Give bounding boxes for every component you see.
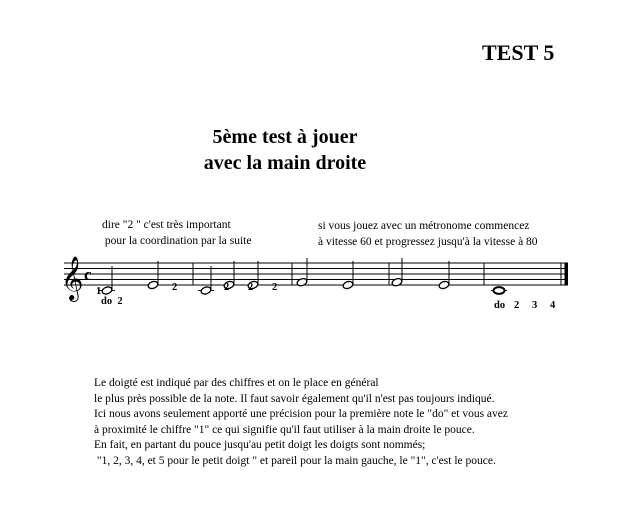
- fingering-number: 2: [272, 282, 278, 293]
- half-note: [342, 261, 354, 290]
- annotation-right-line: à vitesse 60 et progressez jusqu'à la vitesse à 80: [318, 236, 538, 248]
- half-note: [296, 258, 308, 287]
- half-note: [198, 266, 214, 295]
- half-note: [99, 266, 115, 295]
- annotation-left-line: dire "2 " c'est très important: [102, 219, 231, 231]
- fingering-number: 2: [224, 282, 230, 293]
- whole-note: [491, 287, 507, 294]
- explanation-text: [94, 376, 508, 470]
- explanation-line: le plus près possible de la note. Il faut savoir également qu'il n'est pas toujours indiqué.: [94, 392, 495, 405]
- title-line-1: 5ème test à jouer: [212, 126, 358, 148]
- explanation-line: à proximité le chiffre "1" ce qui signifie qu'il faut utiliser à la main droite le pouce.: [94, 423, 475, 436]
- fingering-number: 2: [172, 282, 178, 293]
- explanation-line: "1, 2, 3, 4, et 5 pour le petit doigt " et pareil pour la main gauche, le "1", c'est le pouce.: [94, 454, 496, 467]
- explanation-line: Ici nous avons seulement apporté une précision pour la première note le "do" et vous avez: [94, 408, 508, 421]
- annotation-left-line: pour la coordination par la suite: [102, 235, 252, 247]
- staff-lines: [64, 263, 568, 285]
- treble-clef-icon: 𝄞: [61, 256, 84, 300]
- half-note: [391, 258, 403, 287]
- under-label-end-do: do: [494, 300, 506, 311]
- explanation-line: En fait, en partant du pouce jusqu'au petit doigt les doigts sont nommés;: [94, 439, 426, 452]
- under-label-number: 3: [532, 300, 538, 311]
- under-label-number: 2: [514, 300, 520, 311]
- fingering-number: 1: [96, 286, 102, 297]
- fingering-number: 2: [248, 282, 254, 293]
- half-note: [438, 261, 450, 290]
- explanation-line: Le doigté est indiqué par des chiffres et on le place en général: [94, 377, 379, 389]
- time-signature: c: [84, 265, 92, 284]
- half-note: [147, 261, 159, 290]
- test-label: TEST 5: [482, 40, 555, 65]
- under-label-number: 4: [550, 300, 556, 311]
- under-label-start: do 2: [101, 296, 123, 307]
- title-line-2: avec la main droite: [203, 152, 367, 174]
- annotation-right-line: si vous jouez avec un métronome commencez: [318, 220, 530, 232]
